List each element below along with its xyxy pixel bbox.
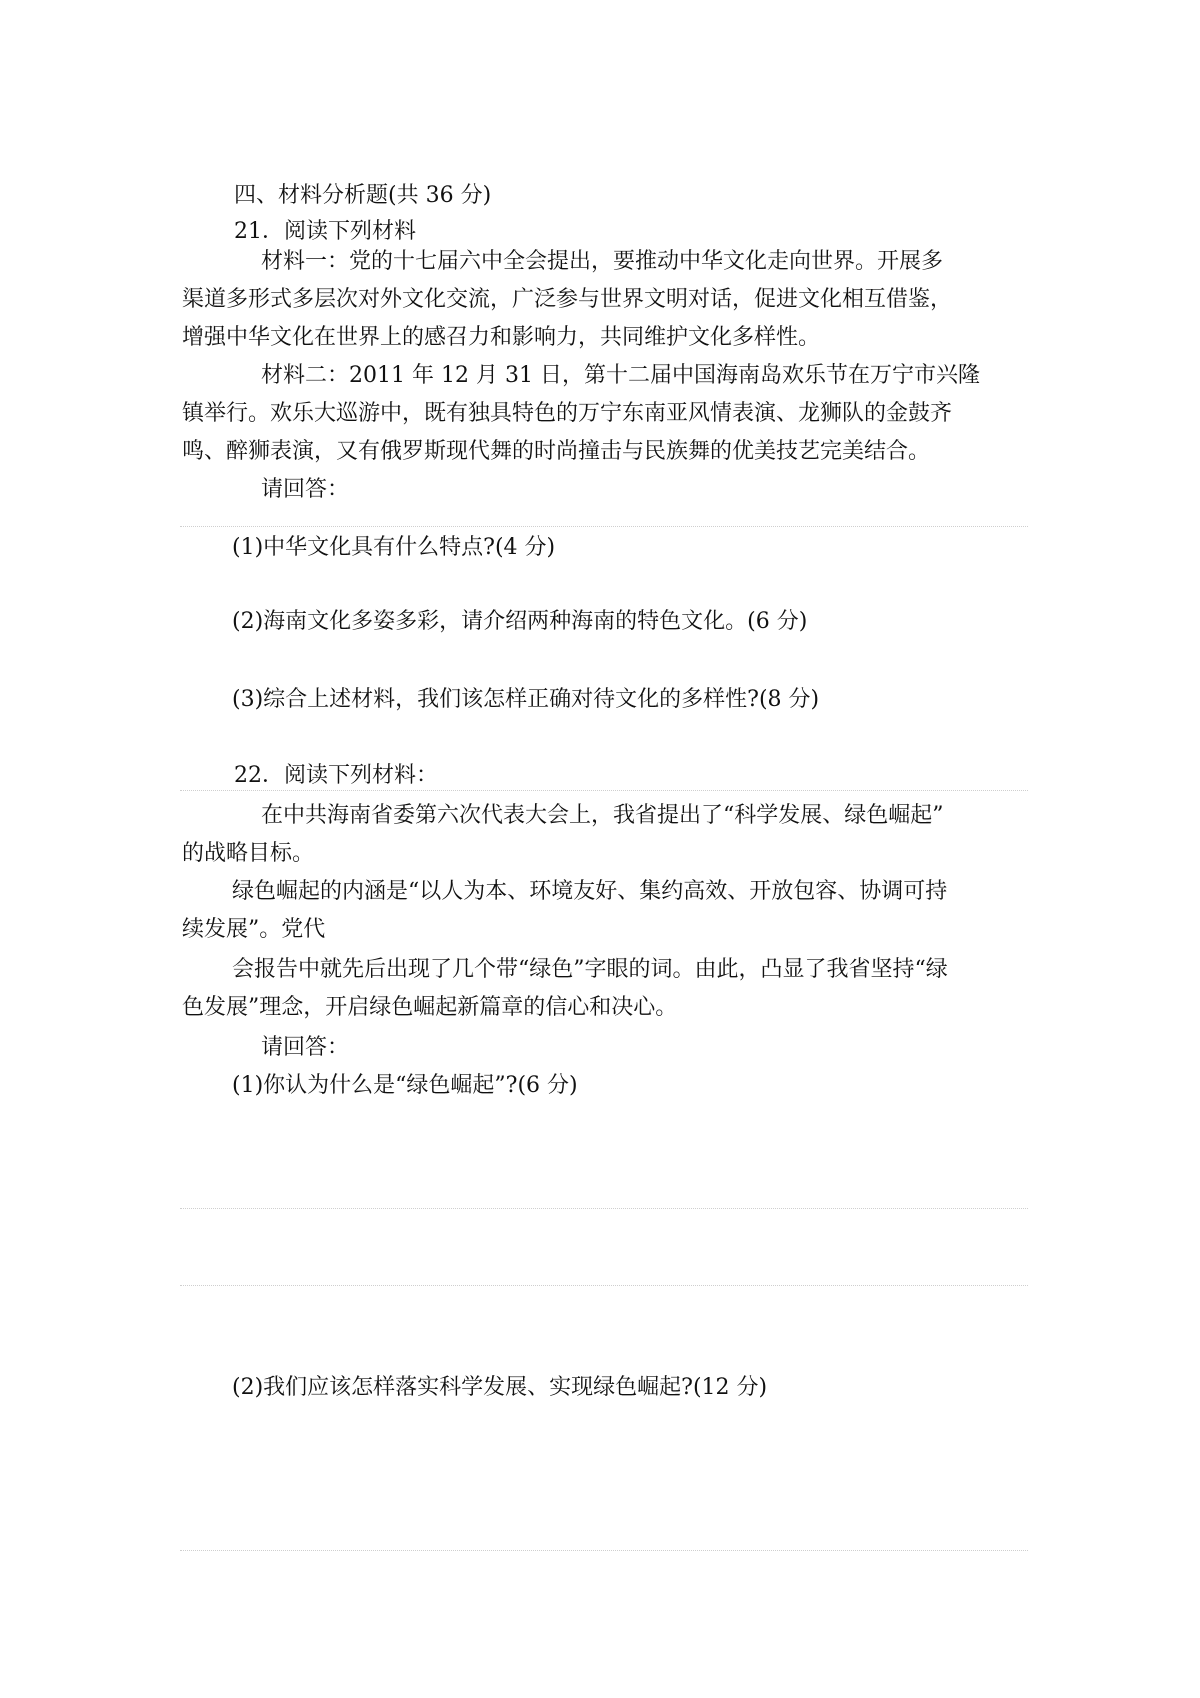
q22-prompt: 请回答： bbox=[261, 1035, 350, 1060]
q22-material-line-2: 的战略目标。 bbox=[182, 841, 315, 866]
q22-question-2: (2)我们应该怎样落实科学发展、实现绿色崛起?(12 分) bbox=[232, 1375, 768, 1400]
q22-material-line-4: 续发展”。党代 bbox=[182, 917, 326, 942]
q22-material-line-1: 在中共海南省委第六次代表大会上，我省提出了“科学发展、绿色崛起” bbox=[261, 803, 944, 828]
q21-material2-line-3: 鸣、醉狮表演，又有俄罗斯现代舞的时尚撞击与民族舞的优美技艺完美结合。 bbox=[182, 439, 931, 464]
q22-material-line-3: 绿色崛起的内涵是“以人为本、环境友好、集约高效、开放包容、协调可持 bbox=[232, 879, 948, 904]
answer-divider bbox=[180, 526, 1028, 527]
q21-material1-line-2: 渠道多形式多层次对外文化交流，广泛参与世界文明对话，促进文化相互借鉴， bbox=[182, 287, 953, 312]
q21-prompt: 请回答： bbox=[261, 477, 350, 502]
q21-question-1: (1)中华文化具有什么特点?(4 分) bbox=[232, 535, 556, 560]
q21-material1-line-3: 增强中华文化在世界上的感召力和影响力，共同维护文化多样性。 bbox=[182, 325, 821, 350]
q21-material2-line-1: 材料二：2011 年 12 月 31 日，第十二届中国海南岛欢乐节在万宁市兴隆 bbox=[261, 363, 980, 388]
answer-divider bbox=[180, 1285, 1028, 1286]
q21-question-3: (3)综合上述材料，我们该怎样正确对待文化的多样性?(8 分) bbox=[232, 687, 820, 712]
question-22-label: 22．阅读下列材料： bbox=[234, 763, 438, 788]
section-title: 四、材料分析题(共 36 分) bbox=[234, 183, 492, 208]
q21-material1-line-1: 材料一：党的十七届六中全会提出，要推动中华文化走向世界。开展多 bbox=[261, 249, 944, 274]
answer-divider bbox=[180, 1208, 1028, 1209]
q21-material2-line-2: 镇举行。欢乐大巡游中，既有独具特色的万宁东南亚风情表演、龙狮队的金鼓齐 bbox=[182, 401, 953, 426]
q21-question-2: (2)海南文化多姿多彩，请介绍两种海南的特色文化。(6 分) bbox=[232, 609, 808, 634]
q22-question-1: (1)你认为什么是“绿色崛起”?(6 分) bbox=[232, 1073, 578, 1098]
question-21-label: 21．阅读下列材料 bbox=[234, 219, 416, 244]
q22-material-line-6: 色发展”理念，开启绿色崛起新篇章的信心和决心。 bbox=[182, 995, 678, 1020]
q22-material-line-5: 会报告中就先后出现了几个带“绿色”字眼的词。由此，凸显了我省坚持“绿 bbox=[232, 957, 948, 982]
answer-divider bbox=[180, 1550, 1028, 1551]
answer-divider bbox=[180, 790, 1028, 791]
